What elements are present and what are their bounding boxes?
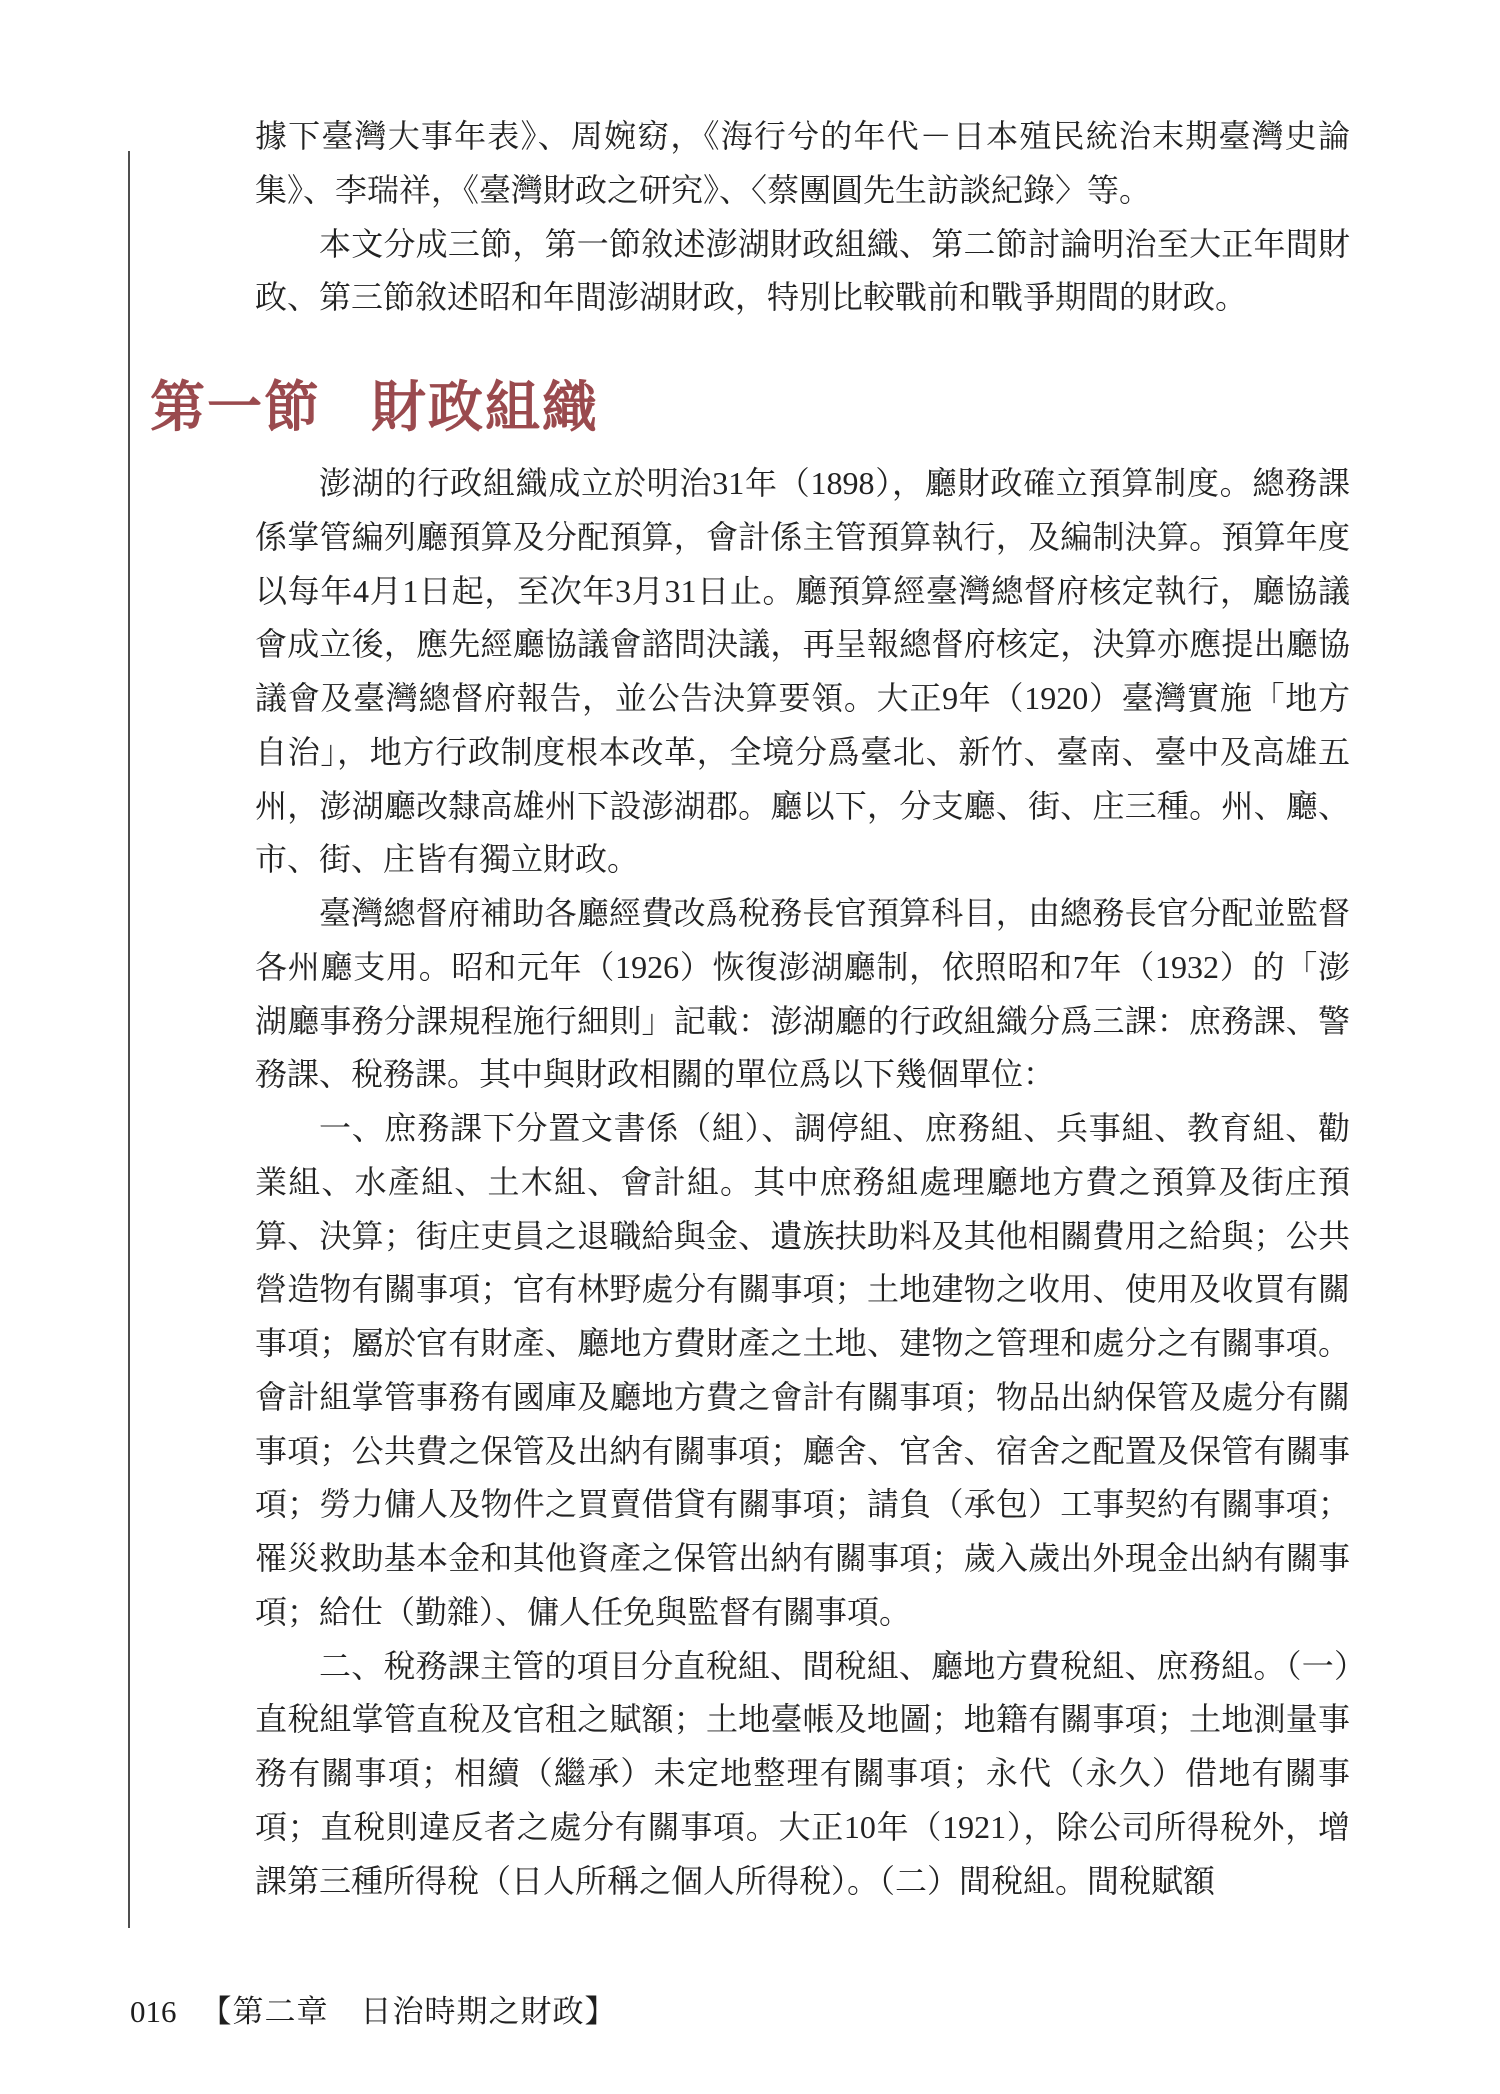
page-number: 016	[130, 1994, 177, 2029]
body-paragraph-subsidy: 臺灣總督府補助各廳經費改爲稅務長官預算科目，由總務長官分配並監督各州廳支用。昭和元年（1926）恢復澎湖廳制，依照昭和7年（1932）的「澎湖廳事務分課規程施行細則」記載：澎湖廳的行政組織分爲三課：庶務課、警務課、稅務課。其中與財政相關的單位爲以下幾個單位：	[255, 895, 1350, 1093]
page-footer	[130, 1992, 617, 2032]
section-title: 財政組織	[371, 377, 600, 438]
body-paragraph-tax-section: 二、稅務課主管的項目分直稅組、間稅組、廳地方費稅組、庶務組。（一）直稅組掌管直稅及官租之賦額；土地臺帳及地圖；地籍有關事項；土地測量事務有關事項；相續（繼承）未定地整理有關事項；永代（永久）借地有關事項；直稅則違反者之處分有關事項。大正10年（1921），除公司所得稅外，增課第三種所得稅（日人所稱之個人所得稅）。（二）間稅組。間稅賦額	[255, 1647, 1350, 1899]
body-paragraph-shomu-section: 一、庶務課下分置文書係（組）、調停組、庶務組、兵事組、教育組、勸業組、水產組、土木組、會計組。其中庶務組處理廳地方費之預算及街庄預算、決算；街庄吏員之退職給與金、遺族扶助料及其他相關費用之給與；公共營造物有關事項；官有林野處分有關事項；土地建物之收用、使用及收買有關事項；屬於官有財產、廳地方費財產之土地、建物之管理和處分之有關事項。會計組掌管事務有國庫及廳地方費之會計有關事項；物品出納保管及處分有關事項；公共費之保管及出納有關事項；廳舍、官舍、宿舍之配置及保管有關事項；勞力傭人及物件之買賣借貸有關事項；請負（承包）工事契約有關事項；罹災救助基本金和其他資產之保管出納有關事項；歲入歲出外現金出納有關事項；給仕（勤雜）、傭人任免與監督有關事項。	[255, 1110, 1350, 1630]
margin-rule	[128, 151, 130, 1928]
section-number: 第一節	[150, 377, 322, 438]
page-content	[150, 110, 1350, 1908]
chapter-label: 【第二章 日治時期之財政】	[200, 1994, 617, 2029]
body-paragraph-overview: 本文分成三節，第一節敘述澎湖財政組織、第二節討論明治至大正年間財政、第三節敘述昭和年間澎湖財政，特別比較戰前和戰爭期間的財政。	[255, 225, 1350, 316]
section-heading	[150, 377, 1350, 439]
body-paragraph-continuation: 據下臺灣大事年表》、周婉窈，《海行兮的年代－日本殖民統治末期臺灣史論集》、李瑞祥，《臺灣財政之研究》、〈蔡團圓先生訪談紀錄〉等。	[255, 118, 1350, 208]
body-paragraph-org-history: 澎湖的行政組織成立於明治31年（1898），廳財政確立預算制度。總務課係掌管編列廳預算及分配預算，會計係主管預算執行，及編制決算。預算年度以每年4月1日起，至次年3月31日止。廳預算經臺灣總督府核定執行，廳協議會成立後，應先經廳協議會諮問決議，再呈報總督府核定，決算亦應提出廳協議會及臺灣總督府報告，並公告決算要領。大正9年（1920）臺灣實施「地方自治」，地方行政制度根本改革，全境分爲臺北、新竹、臺南、臺中及高雄五州，澎湖廳改隸高雄州下設澎湖郡。廳以下，分支廳、街、庄三種。州、廳、市、街、庄皆有獨立財政。	[255, 465, 1350, 878]
